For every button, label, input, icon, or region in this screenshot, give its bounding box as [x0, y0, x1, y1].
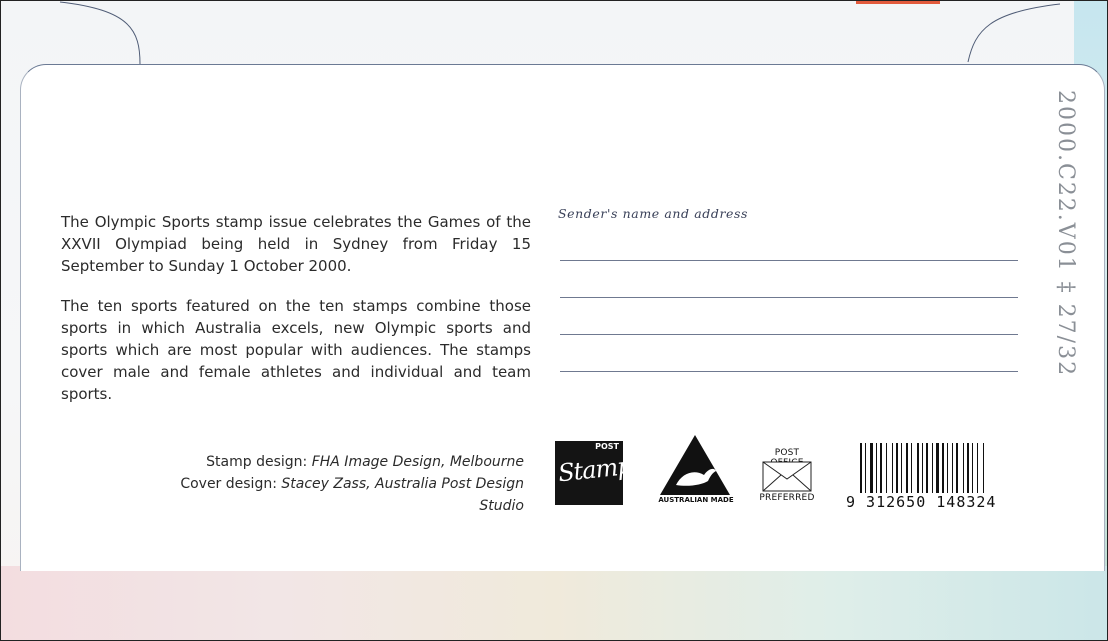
address-line-2 [560, 297, 1018, 298]
post-stamps-script-text: Stamps [556, 450, 645, 488]
stamp-design-credit [140, 451, 524, 473]
cover-design-credit [140, 473, 524, 517]
australian-made-kangaroo-icon [658, 433, 732, 497]
handwritten-catalogue-note: 2000.C22.V01 ‡ 27/32 [1053, 90, 1078, 378]
australian-made-text: AUSTRALIAN MADE [658, 496, 734, 504]
description-paragraph-2: The ten sports featured on the ten stamps combine those sports in which Australia excels, new Olympic sports and sports which are most popular with audiences. The stamps cover male and female athletes and individual and team sports. [61, 297, 531, 403]
barcode [860, 443, 1012, 493]
cover-design-label: Cover design: [180, 476, 282, 492]
post-office-label: POST [774, 448, 800, 458]
cover-design-value: Stacey Zass, Australia Post Design Studio [281, 476, 524, 514]
sender-address-label: Sender's name and address [558, 206, 749, 221]
address-line-3 [560, 334, 1018, 335]
description-paragraph-1: The Olympic Sports stamp issue celebrates the Games of the XXVII Olympiad being held in Sydney from Friday 15 September to Sunday 1 October 2000. [61, 213, 531, 275]
post-stamps-logo [555, 441, 645, 505]
post-stamps-post-text: POST [595, 442, 619, 451]
barcode-number: 9 312650 148324 [846, 493, 997, 511]
stamp-design-value: FHA Image Design, Melbourne [311, 454, 524, 470]
address-line-4 [560, 371, 1018, 372]
address-line-1 [560, 260, 1018, 261]
preferred-label: PREFERRED [759, 493, 815, 503]
envelope-icon [762, 461, 812, 492]
bottom-edge-strip [0, 566, 1108, 641]
stamp-design-label: Stamp design: [206, 454, 312, 470]
